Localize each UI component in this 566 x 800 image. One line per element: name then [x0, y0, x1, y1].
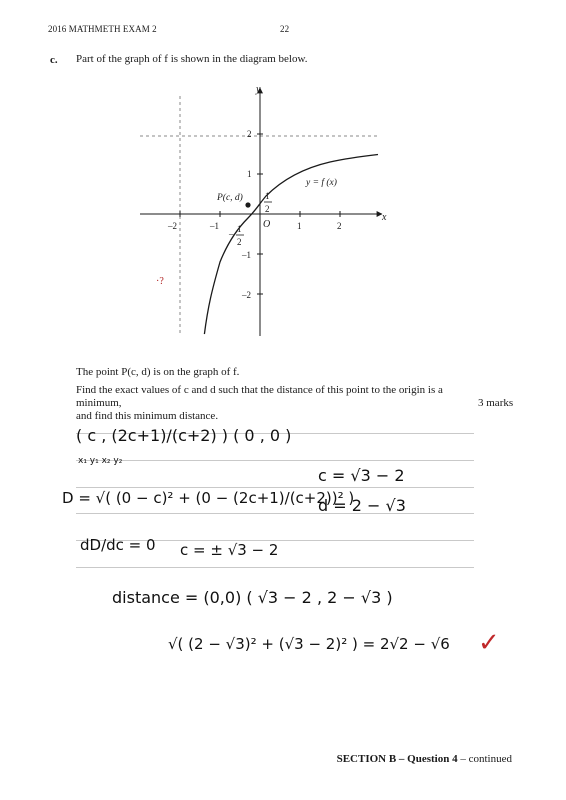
point-p — [245, 202, 250, 207]
handwritten-working — [0, 405, 566, 675]
working-d-value: d = 2 − √3 — [318, 496, 406, 515]
svg-text:–: – — [229, 229, 234, 239]
axis-x-label: x — [382, 212, 387, 223]
svg-text:1: 1 — [265, 191, 270, 201]
working-distance: distance = (0,0) ( √3 − 2 , 2 − √3 ) — [112, 588, 393, 607]
footer-section: SECTION B – Question 4 — [336, 753, 458, 765]
section-footer — [337, 753, 512, 765]
function-graph — [120, 78, 400, 348]
x-tick-label: 1 — [297, 221, 302, 231]
curve-label: y = f (x) — [306, 178, 337, 188]
y-tick-label: 1 — [247, 169, 252, 179]
working-derivative: dD/dc = 0 — [80, 536, 156, 554]
axis-y-label: y — [256, 84, 261, 95]
question-text: Part of the graph of f is shown in the diagram below. — [76, 53, 308, 65]
task-line-2: and find this minimum distance. — [76, 410, 219, 422]
svg-text:1: 1 — [237, 224, 242, 234]
working-c-value: c = √3 − 2 — [318, 466, 405, 485]
check-mark: ✓ — [478, 628, 500, 658]
svg-text:2: 2 — [237, 237, 242, 247]
working-subscripts: x₁ y₁ x₂ y₂ — [78, 456, 123, 466]
point-statement: The point P(c, d) is on the graph of f. — [76, 366, 240, 378]
point-label: P(c, d) — [217, 193, 243, 203]
working-c-solution: c = ± √3 − 2 — [180, 541, 279, 559]
x-tick-label: 2 — [337, 221, 342, 231]
exam-header: 2016 MATHMETH EXAM 2 — [48, 24, 157, 34]
origin-label: O — [263, 219, 271, 230]
y-intercept-label — [264, 191, 272, 214]
x-intercept-label — [228, 224, 244, 247]
marks-label: 3 marks — [478, 397, 514, 409]
x-tick-label: –1 — [210, 221, 219, 231]
y-tick-label: 2 — [247, 129, 252, 139]
footer-suffix: – continued — [457, 753, 512, 765]
task-line-1: Find the exact values of c and d such that the distance of this point to the origin is a minimum, — [76, 384, 443, 409]
working-final: √( (2 − √3)² + (√3 − 2)² ) = 2√2 − √6 — [168, 635, 450, 653]
function-curve-path — [204, 155, 378, 335]
svg-text:2: 2 — [265, 204, 270, 214]
y-tick-label: –1 — [242, 250, 251, 260]
question-label: c. — [50, 54, 58, 66]
x-tick-label: –2 — [168, 221, 177, 231]
y-tick-label: –2 — [242, 290, 251, 300]
margin-mark: ·? — [156, 276, 164, 287]
working-line-1: ( c , (2c+1)/(c+2) ) ( 0 , 0 ) — [76, 426, 292, 445]
working-distance-formula: D = √( (0 − c)² + (0 − (2c+1)/(c+2))² ) — [62, 489, 355, 507]
page-number: 22 — [280, 24, 290, 34]
